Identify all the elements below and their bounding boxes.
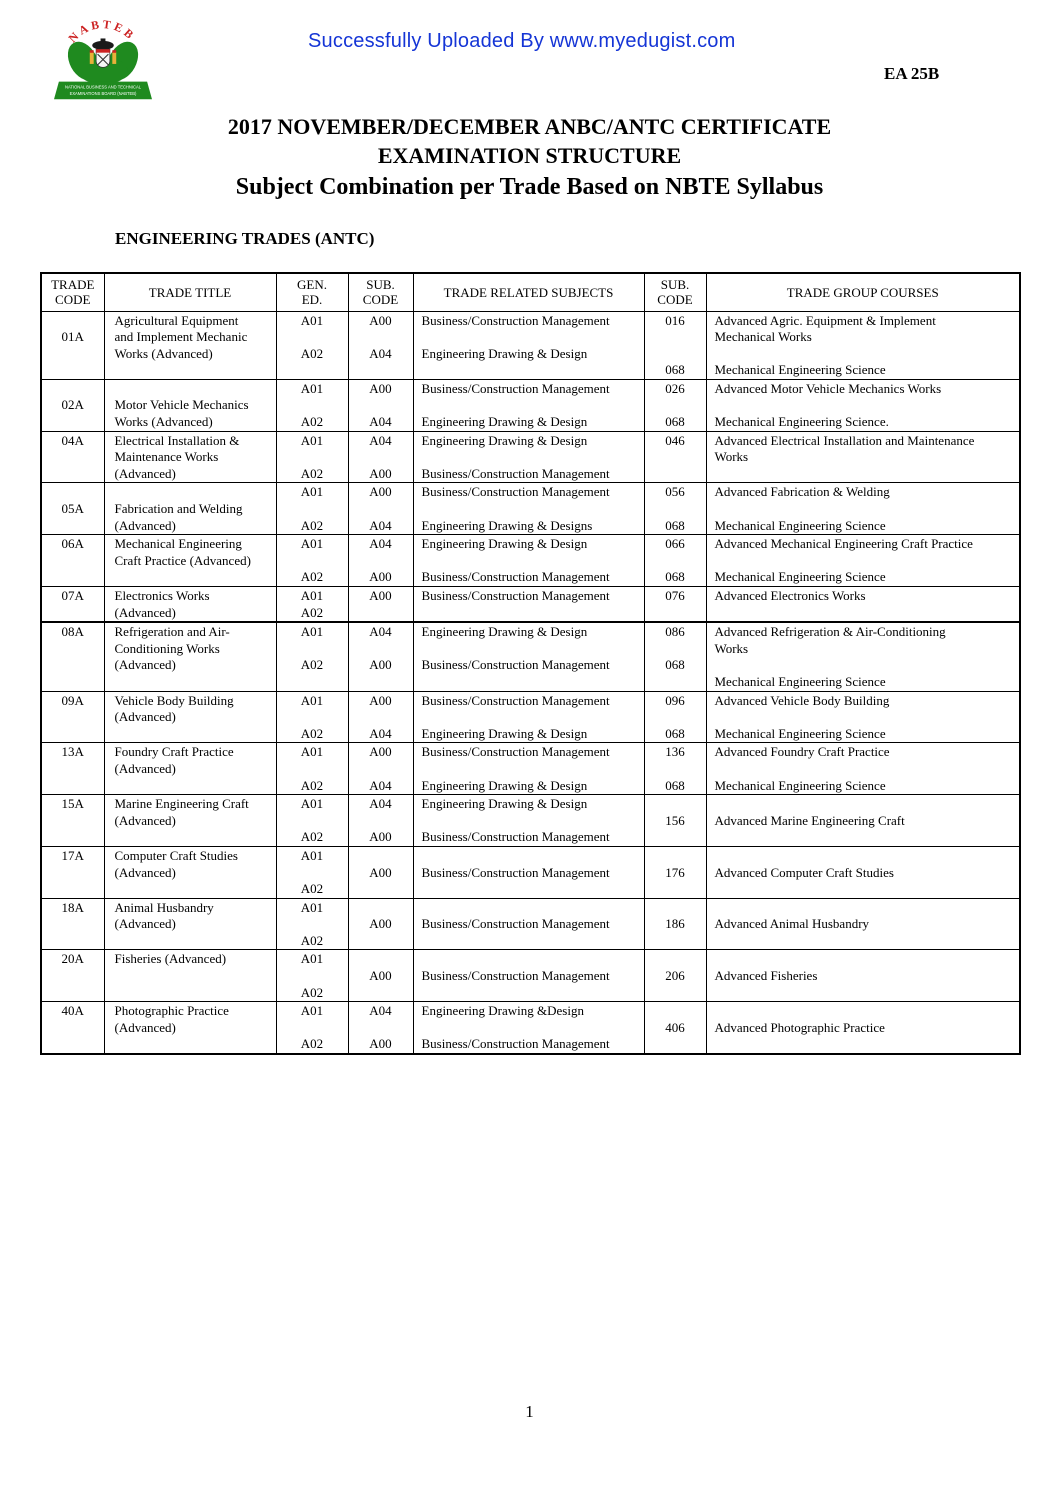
cell-trade-related-subjects: Business/Construction Management [413, 898, 644, 950]
cell-sub-code-1: A04 A00 [348, 622, 413, 691]
cell-gen-ed: A01 A02 [276, 483, 348, 535]
cell-gen-ed: A01 A02 [276, 535, 348, 587]
cell-gen-ed: A01 A02 [276, 587, 348, 623]
cell-trade-group-courses: Advanced Marine Engineering Craft [706, 795, 1020, 847]
cell-trade-related-subjects: Engineering Drawing &Design Business/Construction Management [413, 1002, 644, 1054]
cell-trade-code: 07A [41, 587, 104, 623]
cell-gen-ed: A01 A02 [276, 898, 348, 950]
cell-trade-code: 20A [41, 950, 104, 1002]
cell-trade-code: 13A [41, 743, 104, 795]
cell-trade-group-courses: Advanced Photographic Practice [706, 1002, 1020, 1054]
logo-ribbon-line2: EXAMINATIONS BOARD (NABTEB) [69, 90, 137, 96]
cell-gen-ed: A01 A02 [276, 379, 348, 431]
cell-gen-ed: A01 A02 [276, 1002, 348, 1054]
column-header: TRADE CODE [41, 273, 104, 311]
cell-sub-code-2: 406 [644, 1002, 706, 1054]
cell-sub-code-2: 096 068 [644, 691, 706, 743]
cell-sub-code-2: 176 [644, 846, 706, 898]
cell-trade-related-subjects: Business/Construction Management [413, 846, 644, 898]
cell-sub-code-1: A00 [348, 898, 413, 950]
cell-trade-related-subjects: Engineering Drawing & Design Business/Construction Management [413, 431, 644, 483]
cell-trade-title: Marine Engineering Craft (Advanced) [104, 795, 276, 847]
cell-trade-group-courses: Advanced Agric. Equipment & Implement Mechanical Works Mechanical Engineering Science [706, 311, 1020, 379]
cell-trade-code: 18A [41, 898, 104, 950]
cell-trade-related-subjects: Business/Construction Management Engineering Drawing & Designs [413, 483, 644, 535]
cell-trade-title: Foundry Craft Practice (Advanced) [104, 743, 276, 795]
cell-trade-code: 04A [41, 431, 104, 483]
title-line-2: EXAMINATION STRUCTURE [377, 143, 682, 168]
cell-trade-code: 17A [41, 846, 104, 898]
title-line-3: Subject Combination per Trade Based on NBTE Syllabus [235, 174, 824, 200]
table-row-09A [41, 691, 1020, 743]
cell-sub-code-2: 026 068 [644, 379, 706, 431]
cell-trade-title: Agricultural Equipment and Implement Mechanic Works (Advanced) [104, 311, 276, 379]
cell-trade-group-courses: Advanced Mechanical Engineering Craft Practice Mechanical Engineering Science [706, 535, 1020, 587]
nabteb-logo [54, 14, 152, 108]
column-header: GEN. ED. [276, 273, 348, 311]
cell-sub-code-2: 066 068 [644, 535, 706, 587]
cell-sub-code-2: 086 068 [644, 622, 706, 691]
cell-trade-group-courses: Advanced Fabrication & Welding Mechanical Engineering Science [706, 483, 1020, 535]
cell-sub-code-1: A00 A04 [348, 743, 413, 795]
cell-trade-related-subjects: Engineering Drawing & Design Business/Construction Management [413, 795, 644, 847]
title-line-1: 2017 NOVEMBER/DECEMBER ANBC/ANTC CERTIFICATE [227, 114, 832, 139]
cell-trade-related-subjects: Engineering Drawing & Design Business/Construction Management [413, 535, 644, 587]
cell-trade-group-courses: Advanced Fisheries [706, 950, 1020, 1002]
cell-gen-ed: A01 A02 [276, 795, 348, 847]
cell-gen-ed: A01 A02 [276, 950, 348, 1002]
table-row-13A [41, 743, 1020, 795]
cell-trade-title: Fabrication and Welding (Advanced) [104, 483, 276, 535]
cell-trade-title: Electronics Works (Advanced) [104, 587, 276, 623]
cell-sub-code-2: 016 068 [644, 311, 706, 379]
column-header: TRADE RELATED SUBJECTS [413, 273, 644, 311]
cell-trade-code: 08A [41, 622, 104, 691]
cell-trade-code: 06A [41, 535, 104, 587]
cell-trade-title: Fisheries (Advanced) [104, 950, 276, 1002]
nabteb-logo-icon [54, 14, 152, 108]
cell-sub-code-2: 206 [644, 950, 706, 1002]
table-row-04A [41, 431, 1020, 483]
cell-sub-code-1: A04 A00 [348, 431, 413, 483]
cell-trade-code: 02A [41, 379, 104, 431]
cell-trade-group-courses: Advanced Computer Craft Studies [706, 846, 1020, 898]
cell-trade-group-courses: Advanced Refrigeration & Air-Conditioning Works Mechanical Engineering Science [706, 622, 1020, 691]
cell-trade-code: 05A [41, 483, 104, 535]
column-header: SUB. CODE [644, 273, 706, 311]
cell-gen-ed: A01 A02 [276, 691, 348, 743]
table-row-01A [41, 311, 1020, 379]
page-number: 1 [525, 1402, 534, 1421]
cell-trade-group-courses: Advanced Vehicle Body Building Mechanical Engineering Science [706, 691, 1020, 743]
table-row-06A [41, 535, 1020, 587]
cell-trade-title: Mechanical Engineering Craft Practice (Advanced) [104, 535, 276, 587]
section-heading: ENGINEERING TRADES (ANTC) [115, 229, 375, 248]
cell-trade-code: 01A [41, 311, 104, 379]
cell-sub-code-2: 076 [644, 587, 706, 623]
logo-ribbon-line1: NATIONAL BUSINESS AND TECHNICAL [65, 84, 141, 90]
cell-trade-title: Photographic Practice (Advanced) [104, 1002, 276, 1054]
cell-sub-code-1: A00 A04 [348, 379, 413, 431]
cell-trade-group-courses: Advanced Electronics Works [706, 587, 1020, 623]
table-row-20A [41, 950, 1020, 1002]
cell-trade-group-courses: Advanced Animal Husbandry [706, 898, 1020, 950]
logo-arc-text: NABTEB [66, 17, 138, 46]
cell-sub-code-2: 156 [644, 795, 706, 847]
cell-sub-code-1: A04 A00 [348, 795, 413, 847]
cell-trade-group-courses: Advanced Motor Vehicle Mechanics Works Mechanical Engineering Science. [706, 379, 1020, 431]
cell-sub-code-2: 136 068 [644, 743, 706, 795]
cell-trade-title: Refrigeration and Air- Conditioning Works (Advanced) [104, 622, 276, 691]
cell-sub-code-1: A00 A04 [348, 691, 413, 743]
cell-gen-ed: A01 A02 [276, 743, 348, 795]
cell-sub-code-1: A00 [348, 950, 413, 1002]
cell-trade-code: 15A [41, 795, 104, 847]
cell-sub-code-1: A00 A04 [348, 311, 413, 379]
cell-trade-group-courses: Advanced Electrical Installation and Maintenance Works [706, 431, 1020, 483]
cell-sub-code-2: 046 [644, 431, 706, 483]
table-row-15A [41, 795, 1020, 847]
table-row-17A [41, 846, 1020, 898]
cell-gen-ed: A01 A02 [276, 431, 348, 483]
column-header: SUB. CODE [348, 273, 413, 311]
table-row-40A [41, 1002, 1020, 1054]
cell-sub-code-2: 186 [644, 898, 706, 950]
cell-trade-title: Animal Husbandry (Advanced) [104, 898, 276, 950]
title-block [0, 112, 1059, 204]
cell-trade-title: Computer Craft Studies (Advanced) [104, 846, 276, 898]
cell-gen-ed: A01 A02 [276, 622, 348, 691]
cell-trade-related-subjects: Business/Construction Management Engineering Drawing & Design [413, 379, 644, 431]
cell-trade-title: Vehicle Body Building (Advanced) [104, 691, 276, 743]
cell-sub-code-1: A00 A04 [348, 483, 413, 535]
cell-sub-code-2: 056 068 [644, 483, 706, 535]
column-header: TRADE GROUP COURSES [706, 273, 1020, 311]
cell-sub-code-1: A04 A00 [348, 1002, 413, 1054]
table-header-row [41, 273, 1020, 311]
cell-sub-code-1: A04 A00 [348, 535, 413, 587]
exam-structure-table [40, 272, 1021, 1055]
cell-gen-ed: A01 A02 [276, 846, 348, 898]
cell-trade-code: 40A [41, 1002, 104, 1054]
cell-trade-related-subjects: Business/Construction Management Engineering Drawing & Design [413, 743, 644, 795]
table-row-18A [41, 898, 1020, 950]
cell-trade-title: Motor Vehicle Mechanics Works (Advanced) [104, 379, 276, 431]
upload-banner-text: Successfully Uploaded By www.myedugist.com [308, 30, 736, 52]
cell-trade-code: 09A [41, 691, 104, 743]
table-row-08A [41, 622, 1020, 691]
table-row-07A [41, 587, 1020, 623]
cell-trade-related-subjects: Business/Construction Management Engineering Drawing & Design [413, 311, 644, 379]
cell-gen-ed: A01 A02 [276, 311, 348, 379]
cell-sub-code-1: A00 [348, 587, 413, 623]
table-row-02A [41, 379, 1020, 431]
cell-trade-group-courses: Advanced Foundry Craft Practice Mechanical Engineering Science [706, 743, 1020, 795]
cell-sub-code-1: A00 [348, 846, 413, 898]
cell-trade-related-subjects: Business/Construction Management [413, 587, 644, 623]
column-header: TRADE TITLE [104, 273, 276, 311]
cell-trade-related-subjects: Business/Construction Management Engineering Drawing & Design [413, 691, 644, 743]
cell-trade-related-subjects: Engineering Drawing & Design Business/Construction Management [413, 622, 644, 691]
document-code: EA 25B [884, 64, 940, 83]
cell-trade-title: Electrical Installation & Maintenance Works (Advanced) [104, 431, 276, 483]
cell-trade-related-subjects: Business/Construction Management [413, 950, 644, 1002]
table-row-05A [41, 483, 1020, 535]
